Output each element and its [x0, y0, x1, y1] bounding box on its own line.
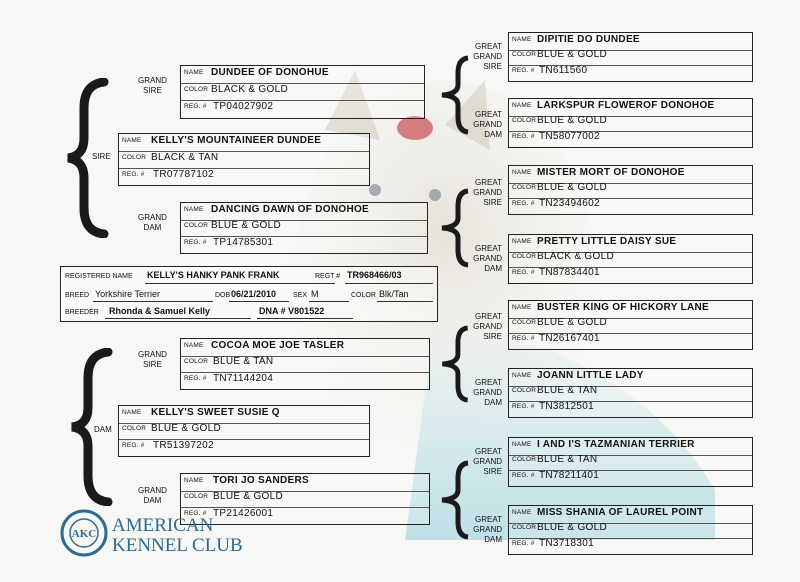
dna-number: DNA # V801522: [259, 306, 325, 316]
gg-color-5: BLUE & GOLD: [537, 317, 607, 328]
gg-name-1: DIPITIE DO DUNDEE: [537, 34, 640, 45]
gg-color-4: BLACK & GOLD: [537, 251, 614, 262]
gg-reg-4: TN87834401: [539, 267, 600, 278]
gg-box-1: NAME DIPITIE DO DUNDEE COLOR BLUE & GOLD REG. # TN611560: [508, 32, 753, 82]
gg-box-4: NAME PRETTY LITTLE DAISY SUE COLOR BLACK & GOLD REG. # TN87834401: [508, 234, 753, 284]
gg-name-4: PRETTY LITTLE DAISY SUE: [537, 236, 677, 247]
gg-brace-3: [438, 325, 472, 403]
gg-box-3: NAME MISTER MORT OF DONOHOE COLOR BLUE & GOLD REG. # TN23494602: [508, 165, 753, 215]
gg-box-2: NAME LARKSPUR FLOWEROF DONOHOE COLOR BLUE & GOLD REG. # TN58077002: [508, 98, 753, 148]
gg-brace-1: [438, 55, 472, 135]
gg-color-1: BLUE & GOLD: [537, 49, 607, 60]
breed: Yorkshire Terrier: [95, 289, 161, 299]
akc-seal-logo: [60, 509, 108, 557]
dam-color: BLUE & GOLD: [151, 423, 221, 434]
regt-number: TR968466/03: [347, 270, 402, 280]
gg-sire-label-2: GREAT GRAND SIRE: [473, 178, 502, 207]
akc-seal-text: AKC: [71, 528, 97, 540]
gg-dam-label-2: GREAT GRAND DAM: [473, 244, 502, 273]
grand-sire-1-color: BLACK & GOLD: [211, 84, 288, 95]
grand-sire-2-box: NAME COCOA MOE JOE TASLER COLOR BLUE & TAN REG. # TN71144204: [180, 338, 430, 390]
dam-box: NAME KELLY'S SWEET SUSIE Q COLOR BLUE & GOLD REG. # TR51397202: [118, 405, 370, 457]
gg-name-6: JOANN LITTLE LADY: [537, 370, 644, 381]
gg-color-8: BLUE & GOLD: [537, 522, 607, 533]
gg-box-8: NAME MISS SHANIA OF LAUREL POINT COLOR BLUE & GOLD REG. # TN3718301: [508, 505, 753, 555]
gg-color-7: BLUE & TAN: [537, 454, 598, 465]
grand-dam-label-1: GRAND DAM: [138, 213, 167, 232]
registered-color: Blk/Tan: [379, 289, 409, 299]
grand-sire-1-name: DUNDEE OF DONOHUE: [211, 67, 329, 78]
akc-wordmark: AMERICAN KENNEL CLUB: [112, 515, 243, 556]
gg-reg-5: TN26167401: [539, 333, 600, 344]
gg-color-2: BLUE & GOLD: [537, 115, 607, 126]
sire-box: NAME KELLY'S MOUNTAINEER DUNDEE COLOR BLACK & TAN REG. # TR07787102: [118, 133, 370, 186]
gg-sire-label-1: GREAT GRAND SIRE: [473, 42, 502, 71]
gg-dam-label-4: GREAT GRAND DAM: [473, 515, 502, 544]
dam-label: DAM: [94, 425, 112, 434]
grand-sire-label-2: GRAND SIRE: [138, 350, 167, 369]
grand-dam-2-box: NAME TORI JO SANDERS COLOR BLUE & GOLD REG. # TP21426001: [180, 473, 430, 525]
gg-brace-2: [438, 188, 472, 268]
registered-name: KELLY'S HANKY PANK FRANK: [147, 270, 280, 280]
sire-name: KELLY'S MOUNTAINEER DUNDEE: [151, 135, 322, 146]
grand-sire-2-name: COCOA MOE JOE TASLER: [211, 340, 345, 351]
gg-sire-label-4: GREAT GRAND SIRE: [473, 447, 502, 476]
grand-dam-2-name: TORI JO SANDERS: [213, 475, 309, 486]
grand-sire-1-box: NAME DUNDEE OF DONOHUE COLOR BLACK & GOLD REG. # TP04027902: [180, 65, 425, 119]
gg-reg-3: TN23494602: [539, 198, 600, 209]
gg-name-2: LARKSPUR FLOWEROF DONOHOE: [537, 100, 715, 111]
gg-box-6: NAME JOANN LITTLE LADY COLOR BLUE & TAN REG. # TN3812501: [508, 368, 753, 418]
grand-dam-1-name: DANCING DAWN OF DONOHOE: [211, 204, 370, 215]
gg-name-3: MISTER MORT OF DONOHOE: [537, 167, 685, 178]
registration-box: REGISTERED NAME KELLY'S HANKY PANK FRANK REGT # TR968466/03 BREED Yorkshire Terrier DOB 06/21/2010 SEX M COLOR Blk/Tan BREEDER Rhonda & Samuel Kelly DNA # V801522: [60, 266, 438, 322]
gg-color-3: BLUE & GOLD: [537, 182, 607, 193]
gg-reg-8: TN3718301: [539, 538, 594, 549]
gg-box-7: NAME I AND I'S TAZMANIAN TERRIER COLOR BLUE & TAN REG. # TN78211401: [508, 437, 753, 487]
gg-color-6: BLUE & TAN: [537, 385, 598, 396]
grand-sire-2-color: BLUE & TAN: [213, 356, 274, 367]
dam-name: KELLY'S SWEET SUSIE Q: [151, 407, 280, 418]
gg-name-5: BUSTER KING OF HICKORY LANE: [537, 302, 709, 313]
grand-dam-label-2: GRAND DAM: [138, 486, 167, 505]
gg-reg-6: TN3812501: [539, 401, 594, 412]
gg-reg-2: TN58077002: [539, 131, 600, 142]
dob: 06/21/2010: [231, 289, 277, 299]
grand-dam-2-color: BLUE & GOLD: [213, 491, 283, 502]
gg-dam-label-3: GREAT GRAND DAM: [473, 378, 502, 407]
gg-name-8: MISS SHANIA OF LAUREL POINT: [537, 507, 704, 518]
grand-sire-2-reg: TN71144204: [213, 373, 274, 384]
sire-color: BLACK & TAN: [151, 152, 219, 163]
grand-dam-1-box: NAME DANCING DAWN OF DONOHOE COLOR BLUE & GOLD REG. # TP14785301: [180, 202, 428, 254]
grand-dam-1-reg: TP14785301: [213, 237, 274, 248]
grand-sire-label-1: GRAND SIRE: [138, 76, 167, 95]
sex: M: [311, 289, 319, 299]
breeder: Rhonda & Samuel Kelly: [109, 306, 211, 316]
gg-reg-7: TN78211401: [539, 470, 600, 481]
gg-sire-label-3: GREAT GRAND SIRE: [473, 312, 502, 341]
gg-box-5: NAME BUSTER KING OF HICKORY LANE COLOR BLUE & GOLD REG. # TN26167401: [508, 300, 753, 350]
sire-label: SIRE: [92, 152, 111, 161]
grand-sire-1-reg: TP04027902: [213, 101, 274, 112]
gg-reg-1: TN611560: [539, 65, 588, 76]
grand-dam-1-color: BLUE & GOLD: [211, 220, 281, 231]
gg-brace-4: [438, 460, 472, 540]
dam-reg: TR51397202: [153, 440, 214, 451]
gg-dam-label-1: GREAT GRAND DAM: [473, 110, 502, 139]
grand-dam-2-reg: TP21426001: [213, 508, 274, 519]
gg-name-7: I AND I'S TAZMANIAN TERRIER: [537, 439, 695, 450]
sire-reg: TR07787102: [153, 169, 214, 180]
